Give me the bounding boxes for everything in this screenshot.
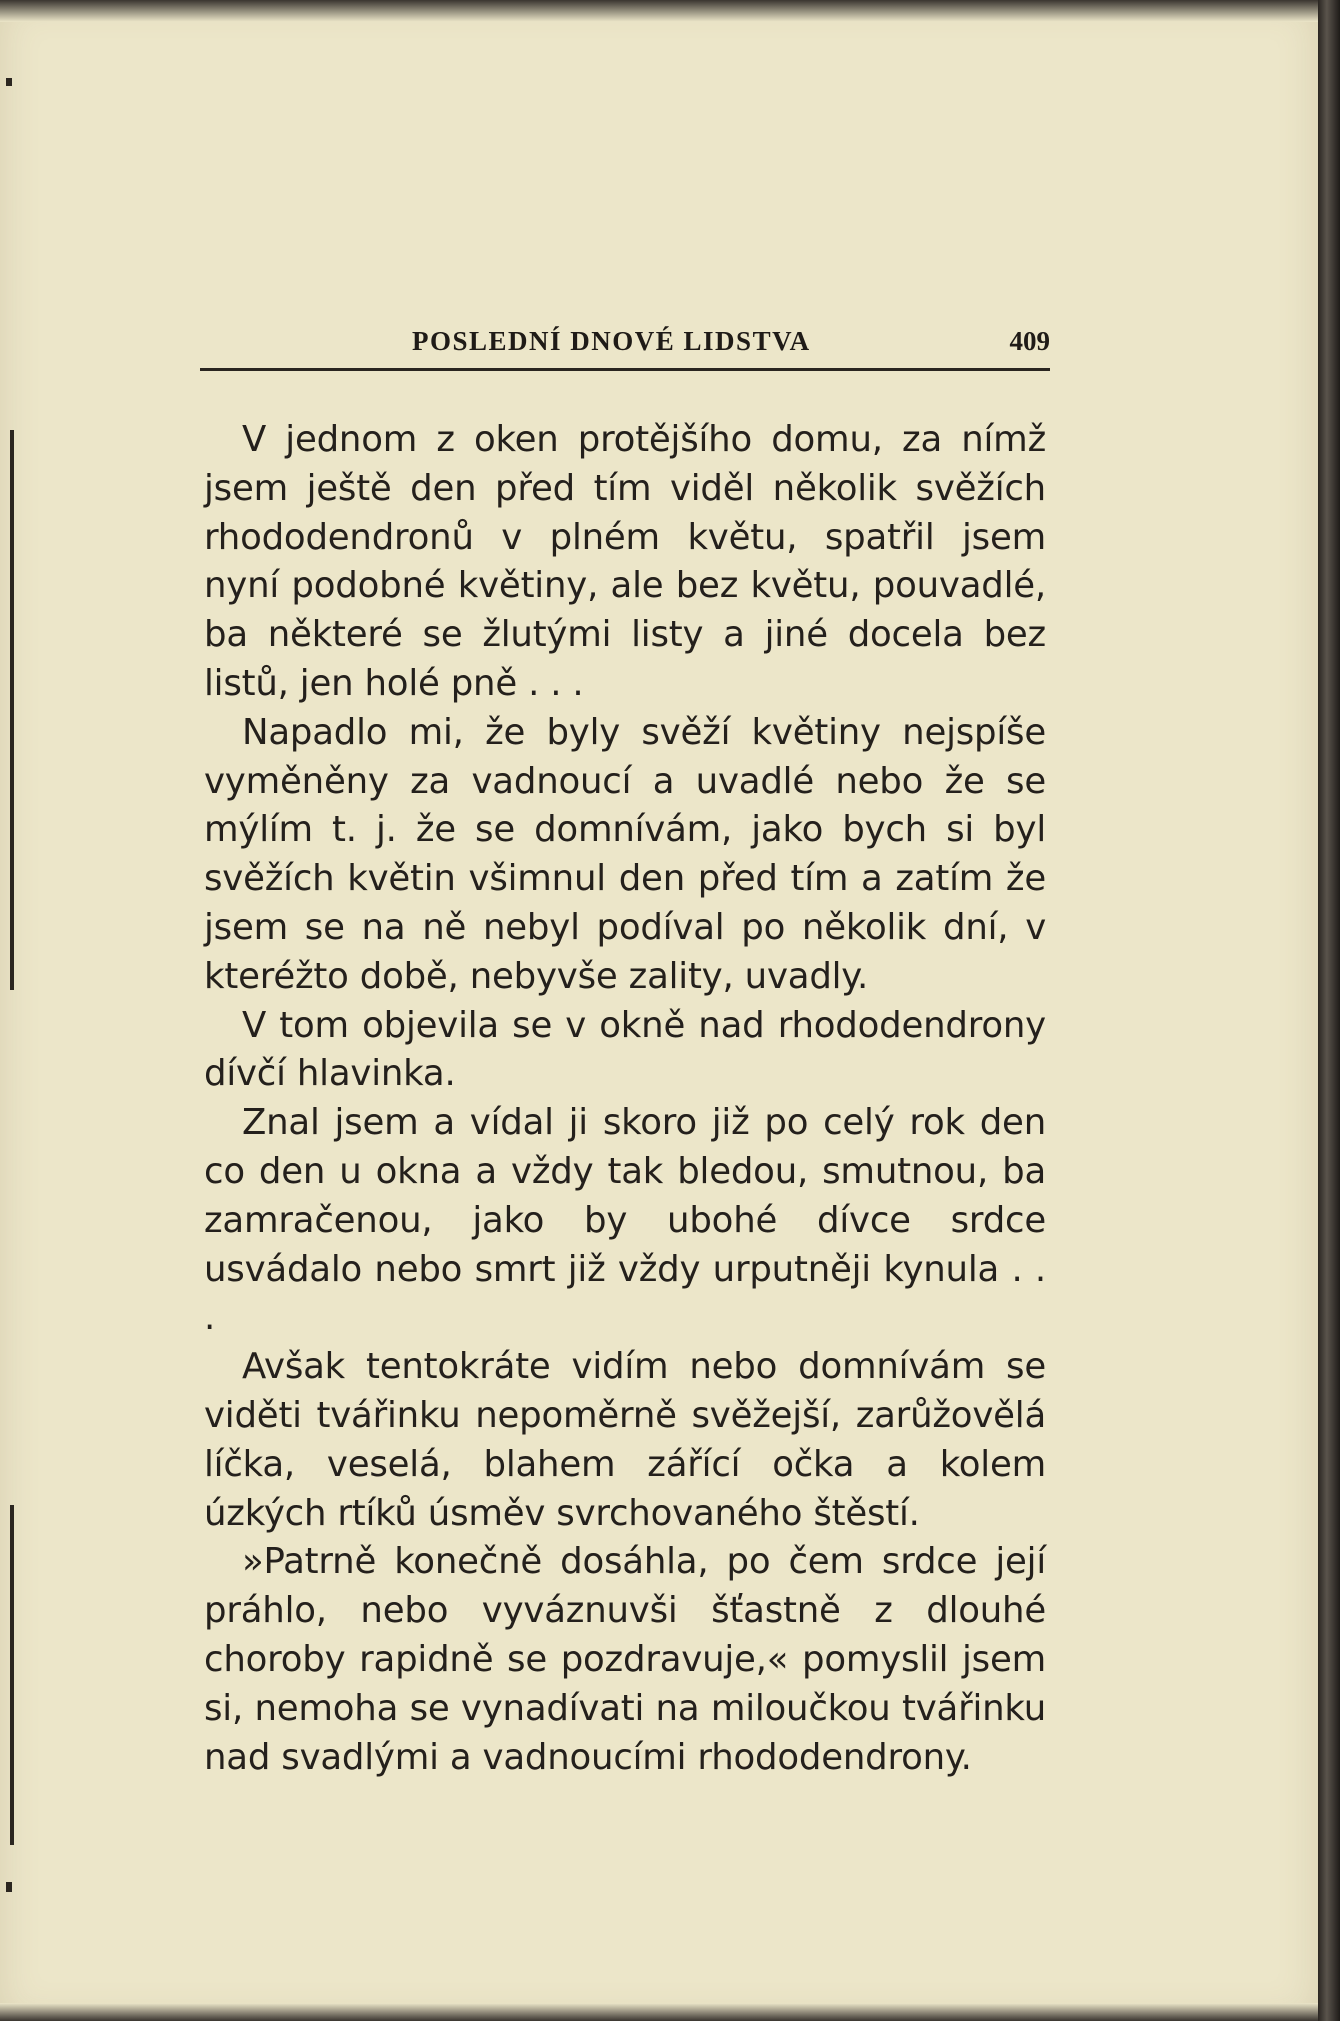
paragraph: Avšak tentokráte vidím nebo domnívám se viděti tvářinku nepoměrně svěžejší, zarůžovělá líčka, veselá, blahem zářící očka a kolem úzkých rtíků úsměv svrchovaného štěstí. — [204, 1346, 1046, 1534]
paragraph: Napadlo mi, že byly svěží květiny nejspíše vyměněny za vadnoucí a uvadlé nebo že se mýlím t. j. že se domnívám, jako bych si byl svěžích květin všimnul den před tím a zatím že jsem se na ně nebyl podíval po několik dní, v kteréžto době, nebyvše zality, uvadly. — [204, 711, 1046, 997]
page-top-edge — [0, 0, 1318, 22]
margin-binding-line — [10, 430, 14, 990]
running-head — [200, 320, 1050, 368]
margin-binding-line — [10, 1505, 14, 1845]
paragraph: V tom objevila se v okně nad rhododendrony dívčí hlavinka. — [204, 1004, 1046, 1095]
page-number: 409 — [1009, 326, 1050, 356]
running-head-title: POSLEDNÍ DNOVÉ LIDSTVA — [412, 326, 811, 356]
paragraph: »Patrně konečně dosáhla, po čem srdce její práhlo, nebo vyváznuvši šťastně z dlouhé choroby rapidně se pozdravuje,« pomyslil jsem si, nemoha se vynadívati na miloučkou tvářinku nad svadlými a vadnoucími rhododendrony. — [204, 1541, 1046, 1778]
header-rule — [200, 368, 1050, 371]
margin-mark — [6, 1882, 12, 1892]
paragraph: V jednom z oken protějšího domu, za nímž jsem ještě den před tím viděl několik svěžích rhododendronů v plném květu, spatřil jsem nyní podobné květiny, ale bez květu, pouvadlé, ba některé se žlutými listy a jiné docela bez listů, jen holé pně . . . — [204, 419, 1046, 704]
page-bottom-edge — [0, 2003, 1318, 2021]
paragraph: Znal jsem a vídal ji skoro již po celý rok den co den u okna a vždy tak bledou, smutnou, ba zamračenou, jako by ubohé dívce srdce usvádalo nebo smrt již vždy urputněji kynula . . . — [204, 1102, 1046, 1339]
body-text — [204, 416, 1046, 1782]
margin-mark — [6, 78, 12, 86]
book-spine — [1318, 0, 1340, 2021]
